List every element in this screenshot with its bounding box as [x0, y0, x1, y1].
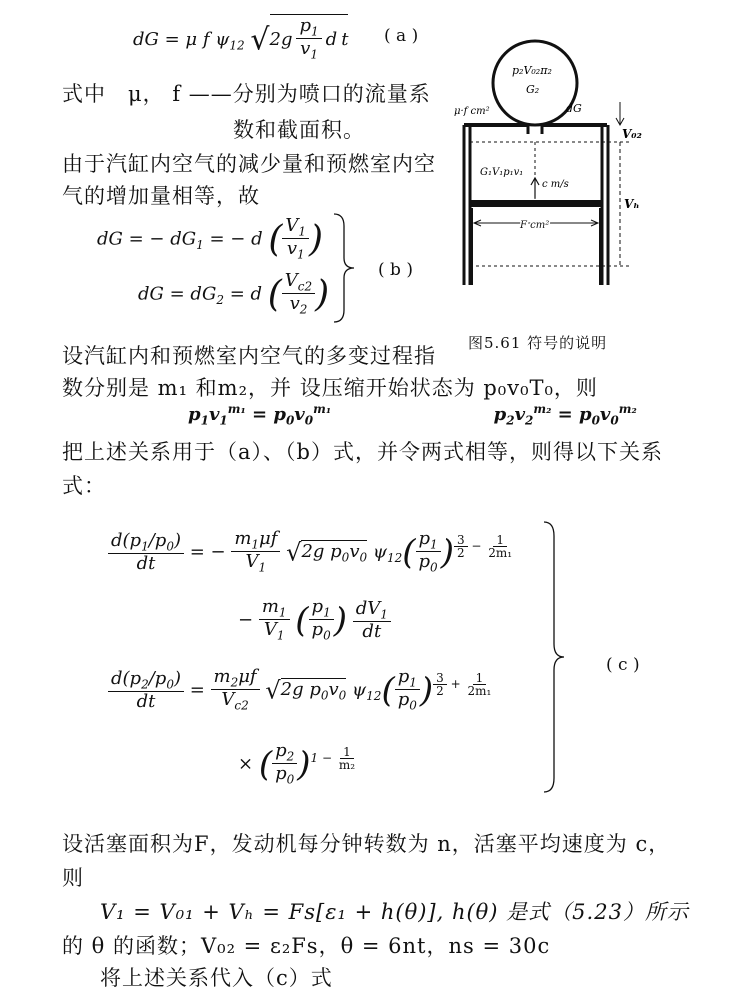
equation-c-brace [540, 520, 570, 795]
cylinder-left-wall [464, 125, 470, 285]
label-g1: G₁V₁p₁v₁ [480, 167, 524, 178]
equation-b-line-1: dG = − $dG_1$ = − d ( $\frac{V_1}{v_1}$ ) [97, 215, 324, 262]
label-dg: dG [566, 102, 582, 115]
piston [470, 200, 602, 207]
label-top-chamber: p₂V₀₂π₂ [512, 64, 552, 77]
paragraph-1-line-1: 由于汽缸内空气的减少量和预燃室内空 [62, 152, 436, 176]
figure-symbol-diagram [452, 30, 662, 305]
label-mu-f: μ·f cm² [454, 106, 490, 117]
symbol-definition-prefix: 式中 [62, 82, 106, 106]
paragraph-3-line-2: 式： [62, 474, 106, 498]
paragraph-3-line-1: 把上述关系用于（a）、（b）式，并令两式相等，则得以下关系 [62, 440, 663, 464]
equation-b-brace [330, 212, 360, 324]
label-cms: c m/s [542, 179, 569, 190]
figure-caption: 图5.61 符号的说明 [468, 334, 608, 352]
cylinder-right-wall [602, 125, 608, 285]
label-vc2: V₀₂ [622, 127, 642, 141]
label-vh: Vₕ [624, 197, 640, 211]
equation-b-tag: ( b ) [378, 260, 413, 280]
paragraph-4-line-2: 则 [62, 866, 84, 890]
equation-c-line-2: − $\frac{m_1}{V_1}$ ( $\frac{p_1}{p_0}$ ) $\frac{dV_1}{dt}$ [238, 598, 391, 643]
equation-a: dG = μ f $\psi_{12}$ √2g $\frac{p_1}{v_1}$ d t [133, 15, 349, 62]
paragraph-6: 将上述关系代入（c）式 [100, 966, 333, 990]
polytropic-relations: $p_1v_1^{m_1} = p_0v_0^{m_1}$ $p_2v_2^{m_2} = p_0v_0^{m_2}$ [188, 402, 637, 428]
equation-c-line-3: $\frac{d(p_2/p_0)}{dt}$ = $\frac{m_2\mu f}{V_{c2}}$ √2g $p_0v_0$ $\psi_{12}$( $\frac{p_1}{p_0}$ ) $^{\frac{3}{2} + \frac{1}{\text{2m₁}}}$ [108, 668, 494, 713]
paragraph-2-line-2: 数分别是 m₁ 和m₂，并 设压缩开始状态为 p₀v₀T₀，则 [62, 376, 598, 400]
symbol-definition-text: μ， f ——分别为喷口的流量系 [128, 82, 431, 106]
equation-b-line-2: dG = $dG_2 = d$ ( $\frac{V_{c2}}{v_2}$ ) [138, 270, 330, 317]
label-g2: G₂ [526, 83, 540, 96]
equation-a-tag: ( a ) [384, 26, 419, 46]
equation-c-line-1: $\frac{d(p_1/p_0)}{dt}$ = − $\frac{m_1\mu f}{V_1}$ √2g $p_0v_0$ $\psi_{12}$( $\frac{p_1}{p_0}$ ) $^{\frac{3}{2} - \frac{1}{\text{2m₁}}}$ [108, 530, 515, 575]
paragraph-2-line-1: 设汽缸内和预燃室内空气的多变过程指 [62, 344, 436, 368]
equation-c-line-4: × ( $\frac{p_2}{p_0}$ )$^{1 - \frac{1}{\text{m₂}}}$ [238, 740, 356, 787]
label-f-area: F cm² [520, 220, 550, 231]
paragraph-4-line-1: 设活塞面积为F，发动机每分钟转数为 n，活塞平均速度为 c， [62, 832, 671, 856]
equation-c-tag: ( c ) [606, 655, 640, 675]
paragraph-5-line-2: 的 θ 的函数；V₀₂ = ε₂Fs，θ = 6nt，ns = 30c [62, 934, 551, 958]
paragraph-1-line-2: 气的增加量相等，故 [62, 184, 260, 208]
symbol-definition-continued: 数和截面积。 [233, 118, 365, 142]
paragraph-5-line-1: V₁ = V₀₁ + Vₕ = Fs[ε₁ + h(θ)], h(θ) 是式（5.23）所示 [100, 900, 689, 924]
